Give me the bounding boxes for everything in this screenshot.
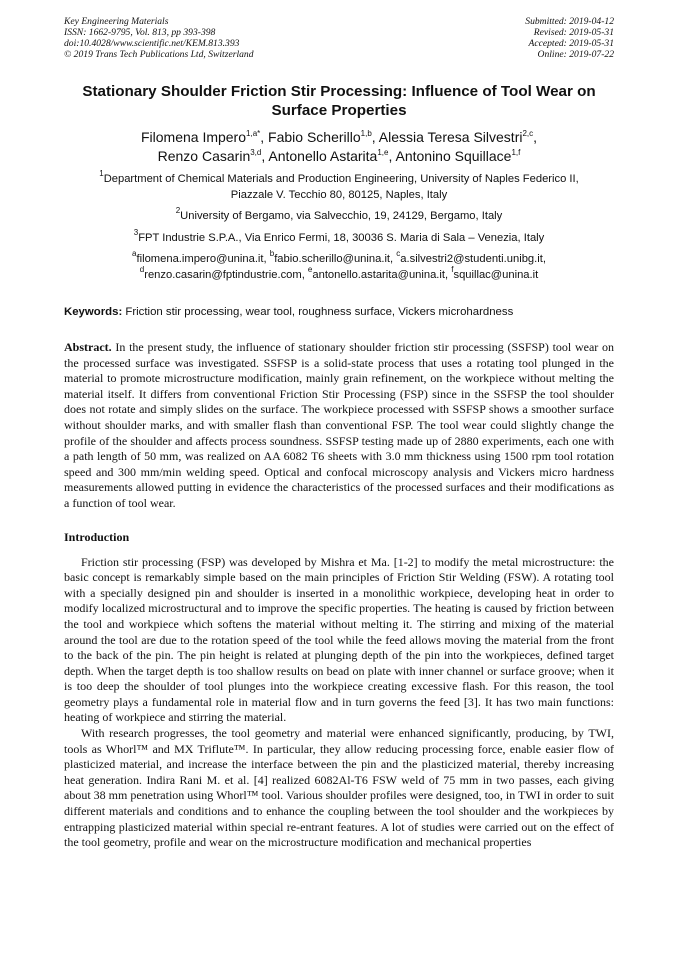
affiliation-text: Piazzale V. Tecchio 80, 80125, Naples, Italy [230, 188, 448, 201]
author-superscript: 1,a* [246, 129, 261, 138]
author-superscript: 1,f [511, 148, 521, 157]
author-superscript: 2,c [522, 129, 534, 138]
email-link[interactable]: squillac@unina.it [453, 268, 539, 281]
author-superscript: 3,d [250, 148, 262, 157]
affiliation-number: 2 [175, 206, 181, 215]
email-superscript: b [269, 249, 275, 258]
email-superscript: e [307, 264, 313, 274]
affiliation-2 [64, 206, 614, 225]
abstract-text: In the present study, the influence of stationary shoulder friction stir processing (SSFSP) tool wear on the processed surface was investigated. SSFSP is a solid-state process that uses a rotating tool plunged in the material to promote microstructure modification, mainly grain refinement, on the workpiece without melting the material itself. It differs from conventional Friction Stir Processing (FSP) since in the SSFSP the tool shoulder does not rotate and simply slides on the surface. The workpiece processed with SSFSP shows a smoother surface without shoulder marks, and with smaller flash than conventional FSP. The tool wear could slightly change the profile of the shoulder and affects process soundness. SSFSP testing made up of 2880 experiments, each one with a path length of 50 mm, was realized on AA 6082 T6 sheets with 3.0 mm thickness using 1500 rpm tool rotation speed and 300 mm/min welding speed. Optical and confocal microscopy analysis and Vickers micro hardness measurements allowed putting in evidence the characteristics of the processed surfaces and their modifications as a function of tool wear. [64, 340, 614, 510]
publication-dates [525, 16, 614, 60]
email-link[interactable]: fabio.scherillo@unina.it, [274, 253, 397, 265]
abstract [64, 340, 614, 512]
journal-issn: ISSN: 1662-9795, Vol. 813, pp 393-398 [64, 27, 216, 38]
email-superscript: d [139, 264, 145, 274]
date-online: Online: 2019-07-22 [537, 49, 614, 60]
affiliation-number: 3 [133, 227, 139, 237]
intro-paragraph-2: With research progresses, the tool geometry and material were enhanced significantly, producing, by TWI, tools as Whorl™ and MX Triflute™. In particular, they allow reducing processing force, enable easier flow of plasticized material, and increase the interface between the pin and the plasticized material, thereby increasing heat generation. Indira Rani M. et al. [4] realized 6082Al-T6 FSW weld of 75 mm in two passes, each giving about 38 mm penetration using Whorl™ tool. Various shoulder profiles were designed, too, in TWI in order to suit different materials and conditions and to enhance the coupling between the tool shoulder and the workpieces by entrapping plasticized material within special re-entrant features. A lot of studies were carried out on the effect of the tool geometry, profile and wear on the microstructure modification and mechanical properties [64, 726, 615, 850]
affiliation-3 [64, 227, 614, 247]
author-name: Fabio Scherillo [268, 129, 361, 145]
email-superscript: f [451, 264, 454, 274]
affiliation-1 [64, 169, 614, 203]
keywords-text: Friction stir processing, wear tool, roughness surface, Vickers microhardness [122, 306, 514, 318]
paper-title: Stationary Shoulder Friction Stir Processing: Influence of Tool Wear on Surface Properties [82, 83, 596, 119]
journal-name: Key Engineering Materials [64, 16, 169, 27]
author-superscript: 1,e [377, 148, 389, 157]
email-link[interactable]: a.silvestri2@studenti.unibg.it, [400, 253, 546, 265]
journal-copyright: © 2019 Trans Tech Publications Ltd, Switzerland [64, 49, 254, 60]
author-list: Filomena Impero$^{1,a*}$, Fabio Scherillo$^{1,b}$, Alessia Teresa Silvestri$^{2,c}$, Renzo Casarin$^{3,d}$, Antonello Astarita$^{1,e}$, Antonino Squillace$^{1,f}$ [140, 129, 538, 164]
affiliation-text: Department of Chemical Materials and Production Engineering, University of Naples Federico II, [103, 173, 579, 185]
keywords-label: Keywords: [64, 306, 123, 318]
email-superscript: c [396, 249, 401, 258]
keywords [64, 305, 614, 320]
author-name: Filomena Impero [140, 129, 247, 145]
author-superscript: 1,b [360, 129, 372, 138]
journal-info [64, 16, 254, 60]
affiliation-text: University of Bergamo, via Salvecchio, 19, 24129, Bergamo, Italy [180, 210, 503, 222]
affiliation-text: FPT Industrie S.P.A., Via Enrico Fermi, 18, 30036 S. Maria di Sala – Venezia, Italy [138, 231, 545, 244]
email-link[interactable]: antonello.astarita@unina.it, [312, 268, 452, 281]
intro-paragraph-1: Friction stir processing (FSP) was developed by Mishra et Ma. [1-2] to modify the metal microstructure: the basic concept is remarkably simple based on the main principles of Friction Stir Welding (FSW). A rotating tool with a specially designed pin and shoulder is inserted in a monolithic workpiece, developing heat in order to modify localized microstructural and to improve the specific properties. The heating is caused by friction between the tool and workpiece which softens the material without melting it. The stirring and mixing of the material around the tool are due to the rotation speed of the tool while the feed allows moving the material from the front to the back of the pin. The pin height is related at plunging depth of the pin into the workpieces, defined target depth. When the target depth is too shallow results on bead on plate with inner channel or surface groove; when it is too deep the shoulder of tool plunges into the workpiece creating excessive flash. For this reason, the tool geometry plays a fundamental role in material flow and in turn governs the feed [3]. It has two main functions: heating of workpiece and stirring the material. [64, 554, 614, 725]
email-link[interactable]: renzo.casarin@fptindustrie.com, [144, 268, 308, 281]
journal-header [64, 16, 614, 60]
abstract-label: Abstract. [64, 340, 112, 354]
email-list [64, 249, 614, 283]
author-name: Antonino Squillace [395, 148, 512, 164]
date-accepted: Accepted: 2019-05-31 [528, 38, 614, 49]
author-name: Alessia Teresa Silvestri [378, 129, 523, 145]
date-revised: Revised: 2019-05-31 [533, 27, 614, 38]
email-superscript: a [132, 249, 137, 258]
affiliation-number: 1 [99, 169, 104, 178]
author-name: Renzo Casarin [157, 148, 251, 164]
date-submitted: Submitted: 2019-04-12 [525, 16, 614, 27]
section-heading-introduction: Introduction [64, 529, 130, 544]
journal-doi[interactable]: doi:10.4028/www.scientific.net/KEM.813.393 [64, 38, 240, 49]
email-link[interactable]: filomena.impero@unina.it, [136, 253, 270, 265]
author-name: Antonello Astarita [268, 148, 378, 164]
